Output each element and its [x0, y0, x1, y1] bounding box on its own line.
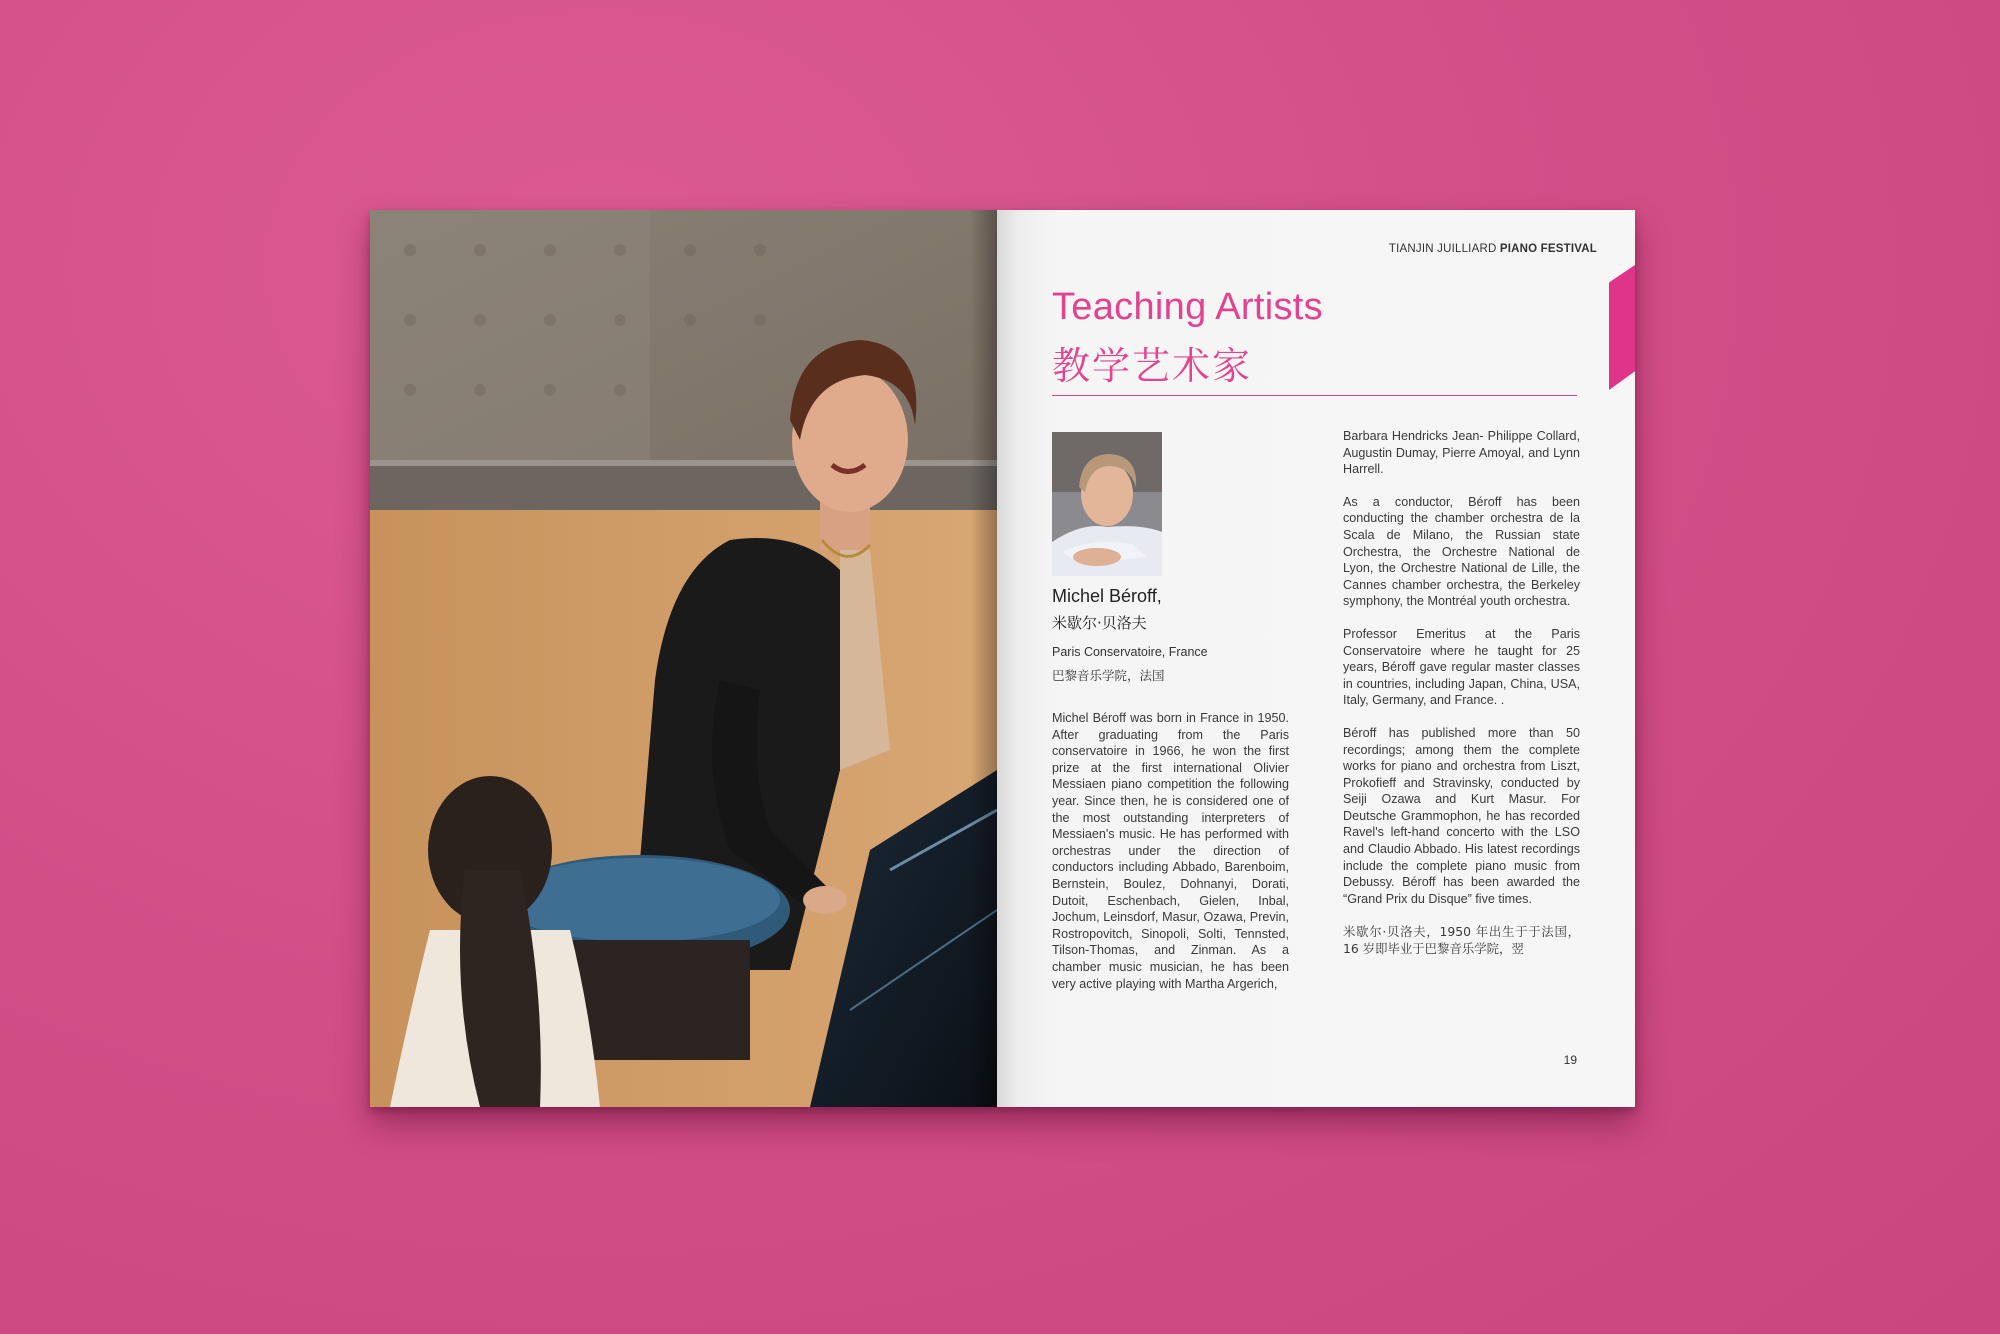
bio-paragraph: Barbara Hendricks Jean- Philippe Collard, Augustin Dumay, Pierre Amoyal, and Lynn Harrell.: [1343, 429, 1580, 477]
left-page-photo: [370, 210, 997, 1107]
pink-edge-tab: [1609, 265, 1635, 390]
page-title: Teaching Artists: [1052, 286, 1323, 328]
bio-paragraph: Professor Emeritus at the Paris Conservatoire where he taught for 25 years, Béroff gave regular master classes in countries, including Japan, China, USA, Italy, Germany, and France. .: [1343, 626, 1580, 708]
teacher-student-photo: [370, 210, 997, 1107]
artist-portrait: [1052, 432, 1162, 576]
bio-column-right: [1343, 428, 1580, 973]
artist-affiliation: Paris Conservatoire, France: [1052, 645, 1208, 659]
artist-affiliation-chinese: 巴黎音乐学院，法国: [1052, 668, 1165, 683]
artist-name-chinese: 米歇尔·贝洛夫: [1052, 614, 1147, 632]
title-divider: [1052, 395, 1577, 396]
running-head-bold: PIANO FESTIVAL: [1499, 243, 1597, 255]
bio-column-left: [1052, 710, 1289, 1008]
artist-name: Michel Béroff,: [1052, 586, 1162, 606]
bio-paragraph: Béroff has published more than 50 recordings; among them the complete works for piano and orchestra from Liszt, Prokofieff and Stravinsky, conducted by Seiji Ozawa and Kurt Masur. For Deutsche Grammophon, he has recorded Ravel's left-hand concerto with the LSO and Claudio Abbado. His latest recordings include the complete piano music from Debussy. Béroff has been awarded the “Grand Prix du Disque” five times.: [1343, 725, 1580, 906]
bio-paragraph: Michel Béroff was born in France in 1950. After graduating from the Paris conservatoire in 1966, he won the first prize at the first international Olivier Messiaen piano competition the following year. Since then, he is considered one of the most outstanding interpreters of Messiaen's music. He has performed with orchestras under the direction of conductors including Abbado, Barenboim, Bernstein, Boulez, Dohnanyi, Dorati, Dutoit, Eschenbach, Gielen, Inbal, Jochum, Leinsdorf, Masur, Ozawa, Previn, Rostropovitch, Sinopoli, Solti, Tennsted, Tilson-Thomas, and Zinman. As a chamber music musician, he has been very active playing with Martha Argerich,: [1052, 711, 1289, 991]
bio-paragraph-chinese: 米歇尔·贝洛夫，1950 年出生于于法国，16 岁即毕业于巴黎音乐学院，翌: [1343, 924, 1580, 957]
page-title-chinese: 教学艺术家: [1052, 344, 1253, 388]
running-head-prefix: TIANJIN JUILLIARD: [1388, 243, 1500, 255]
running-head: [1389, 243, 1597, 255]
bio-paragraph: As a conductor, Béroff has been conducting the chamber orchestra de la Scala de Milano, the Russian state Orchestra, the Orchestre National de Lyon, the Orchestre National de Lille, the Cannes chamber orchestra, the Berkeley symphony, the Montréal youth orchestra.: [1343, 494, 1580, 609]
page-number: 19: [1563, 1053, 1577, 1067]
brochure-spread: [370, 210, 1635, 1107]
right-page: [997, 210, 1635, 1107]
